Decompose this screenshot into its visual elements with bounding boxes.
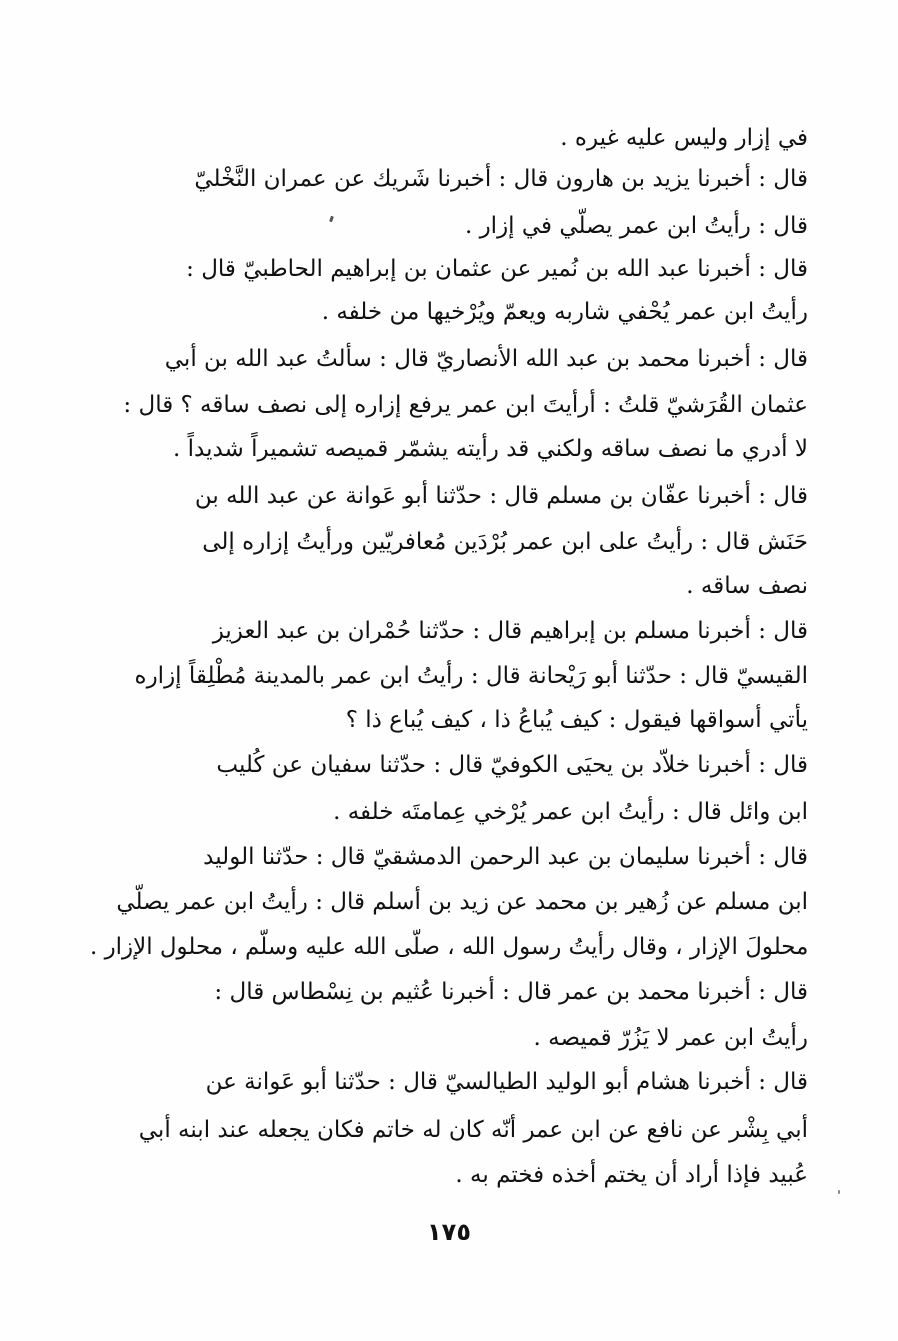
- text-line: لا أدري ما نصف ساقه ولكني قد رأيته يشمّر قميصه تشميراً شديداً .: [172, 436, 808, 462]
- text-line: قال : أخبرنا مسلم بن إبراهيم قال : حدّثنا حُمْران بن عبد العزيز: [212, 618, 808, 644]
- text-line: قال : أخبرنا عبد الله بن نُمير عن عثمان بن إبراهيم الحاطبيّ قال :: [186, 256, 808, 282]
- text-line: ابن وائل قال : رأيتُ ابن عمر يُرْخي عِمامتَه خلفه .: [333, 799, 808, 825]
- text-line: القيسيّ قال : حدّثنا أبو رَيْحانة قال : رأيتُ ابن عمر بالمدينة مُطْلِقاً إزاره: [134, 663, 808, 689]
- text-line: قال : أخبرنا سليمان بن عبد الرحمن الدمشقيّ قال : حدّثنا الوليد: [203, 844, 808, 870]
- ink-speck: [838, 1190, 840, 1194]
- text-line: يأتي أسواقها فيقول : كيف يُباعُ ذا ، كيف يُباع ذا ؟: [345, 707, 808, 733]
- text-line: حَنَش قال : رأيتُ على ابن عمر بُرْدَين مُعافريّين ورأيتُ إزاره إلى: [202, 529, 808, 555]
- text-line: قال : أخبرنا محمد بن عمر قال : أخبرنا عُثيم بن نِسْطاس قال :: [214, 979, 808, 1005]
- text-line: عُبيد فإذا أراد أن يختم أخذه فختم به .: [455, 1162, 808, 1188]
- text-line: عثمان القُرَشيّ قلتُ : أرأيتَ ابن عمر يرفع إزاره إلى نصف ساقه ؟ قال :: [123, 392, 808, 418]
- text-line: أبي بِشْر عن نافع عن ابن عمر أنّه كان له خاتم فكان يجعله عند ابنه أبي: [138, 1117, 808, 1143]
- text-line: قال : أخبرنا عفّان بن مسلم قال : حدّثنا أبو عَوانة عن عبد الله بن: [194, 483, 808, 509]
- text-line: قال : أخبرنا هشام أبو الوليد الطيالسيّ قال : حدّثنا أبو عَوانة عن: [205, 1069, 808, 1095]
- text-line: في إزار وليس عليه غيره .: [560, 125, 808, 151]
- text-line: نصف ساقه .: [686, 573, 808, 599]
- text-line: قال : أخبرنا يزيد بن هارون قال : أخبرنا شَريك عن عمران النَّخْليّ: [194, 166, 808, 192]
- text-line: محلولَ الإزار ، وقال رأيتُ رسول الله ، صلّى الله عليه وسلّم ، محلول الإزار .: [89, 934, 808, 960]
- text-line: قال : أخبرنا محمد بن عبد الله الأنصاريّ قال : سألتُ عبد الله بن أبي: [164, 346, 808, 372]
- text-line: رأيتُ ابن عمر لا يَزُرّ قميصه .: [533, 1025, 808, 1051]
- page-number: ١٧٥: [427, 1218, 471, 1246]
- text-line: رأيتُ ابن عمر يُحْفي شاربه ويعمّ ويُرْخيها من خلفه .: [321, 299, 808, 325]
- text-line: قال : رأيتُ ابن عمر يصلّي في إزار .: [464, 213, 808, 239]
- text-line: قال : أخبرنا خلاّد بن يحيَى الكوفيّ قال : حدّثنا سفيان عن كُليب: [216, 752, 808, 778]
- text-line: ابن مسلم عن زُهير بن محمد عن زيد بن أسلم قال : رأيتُ ابن عمر يصلّي: [116, 889, 808, 915]
